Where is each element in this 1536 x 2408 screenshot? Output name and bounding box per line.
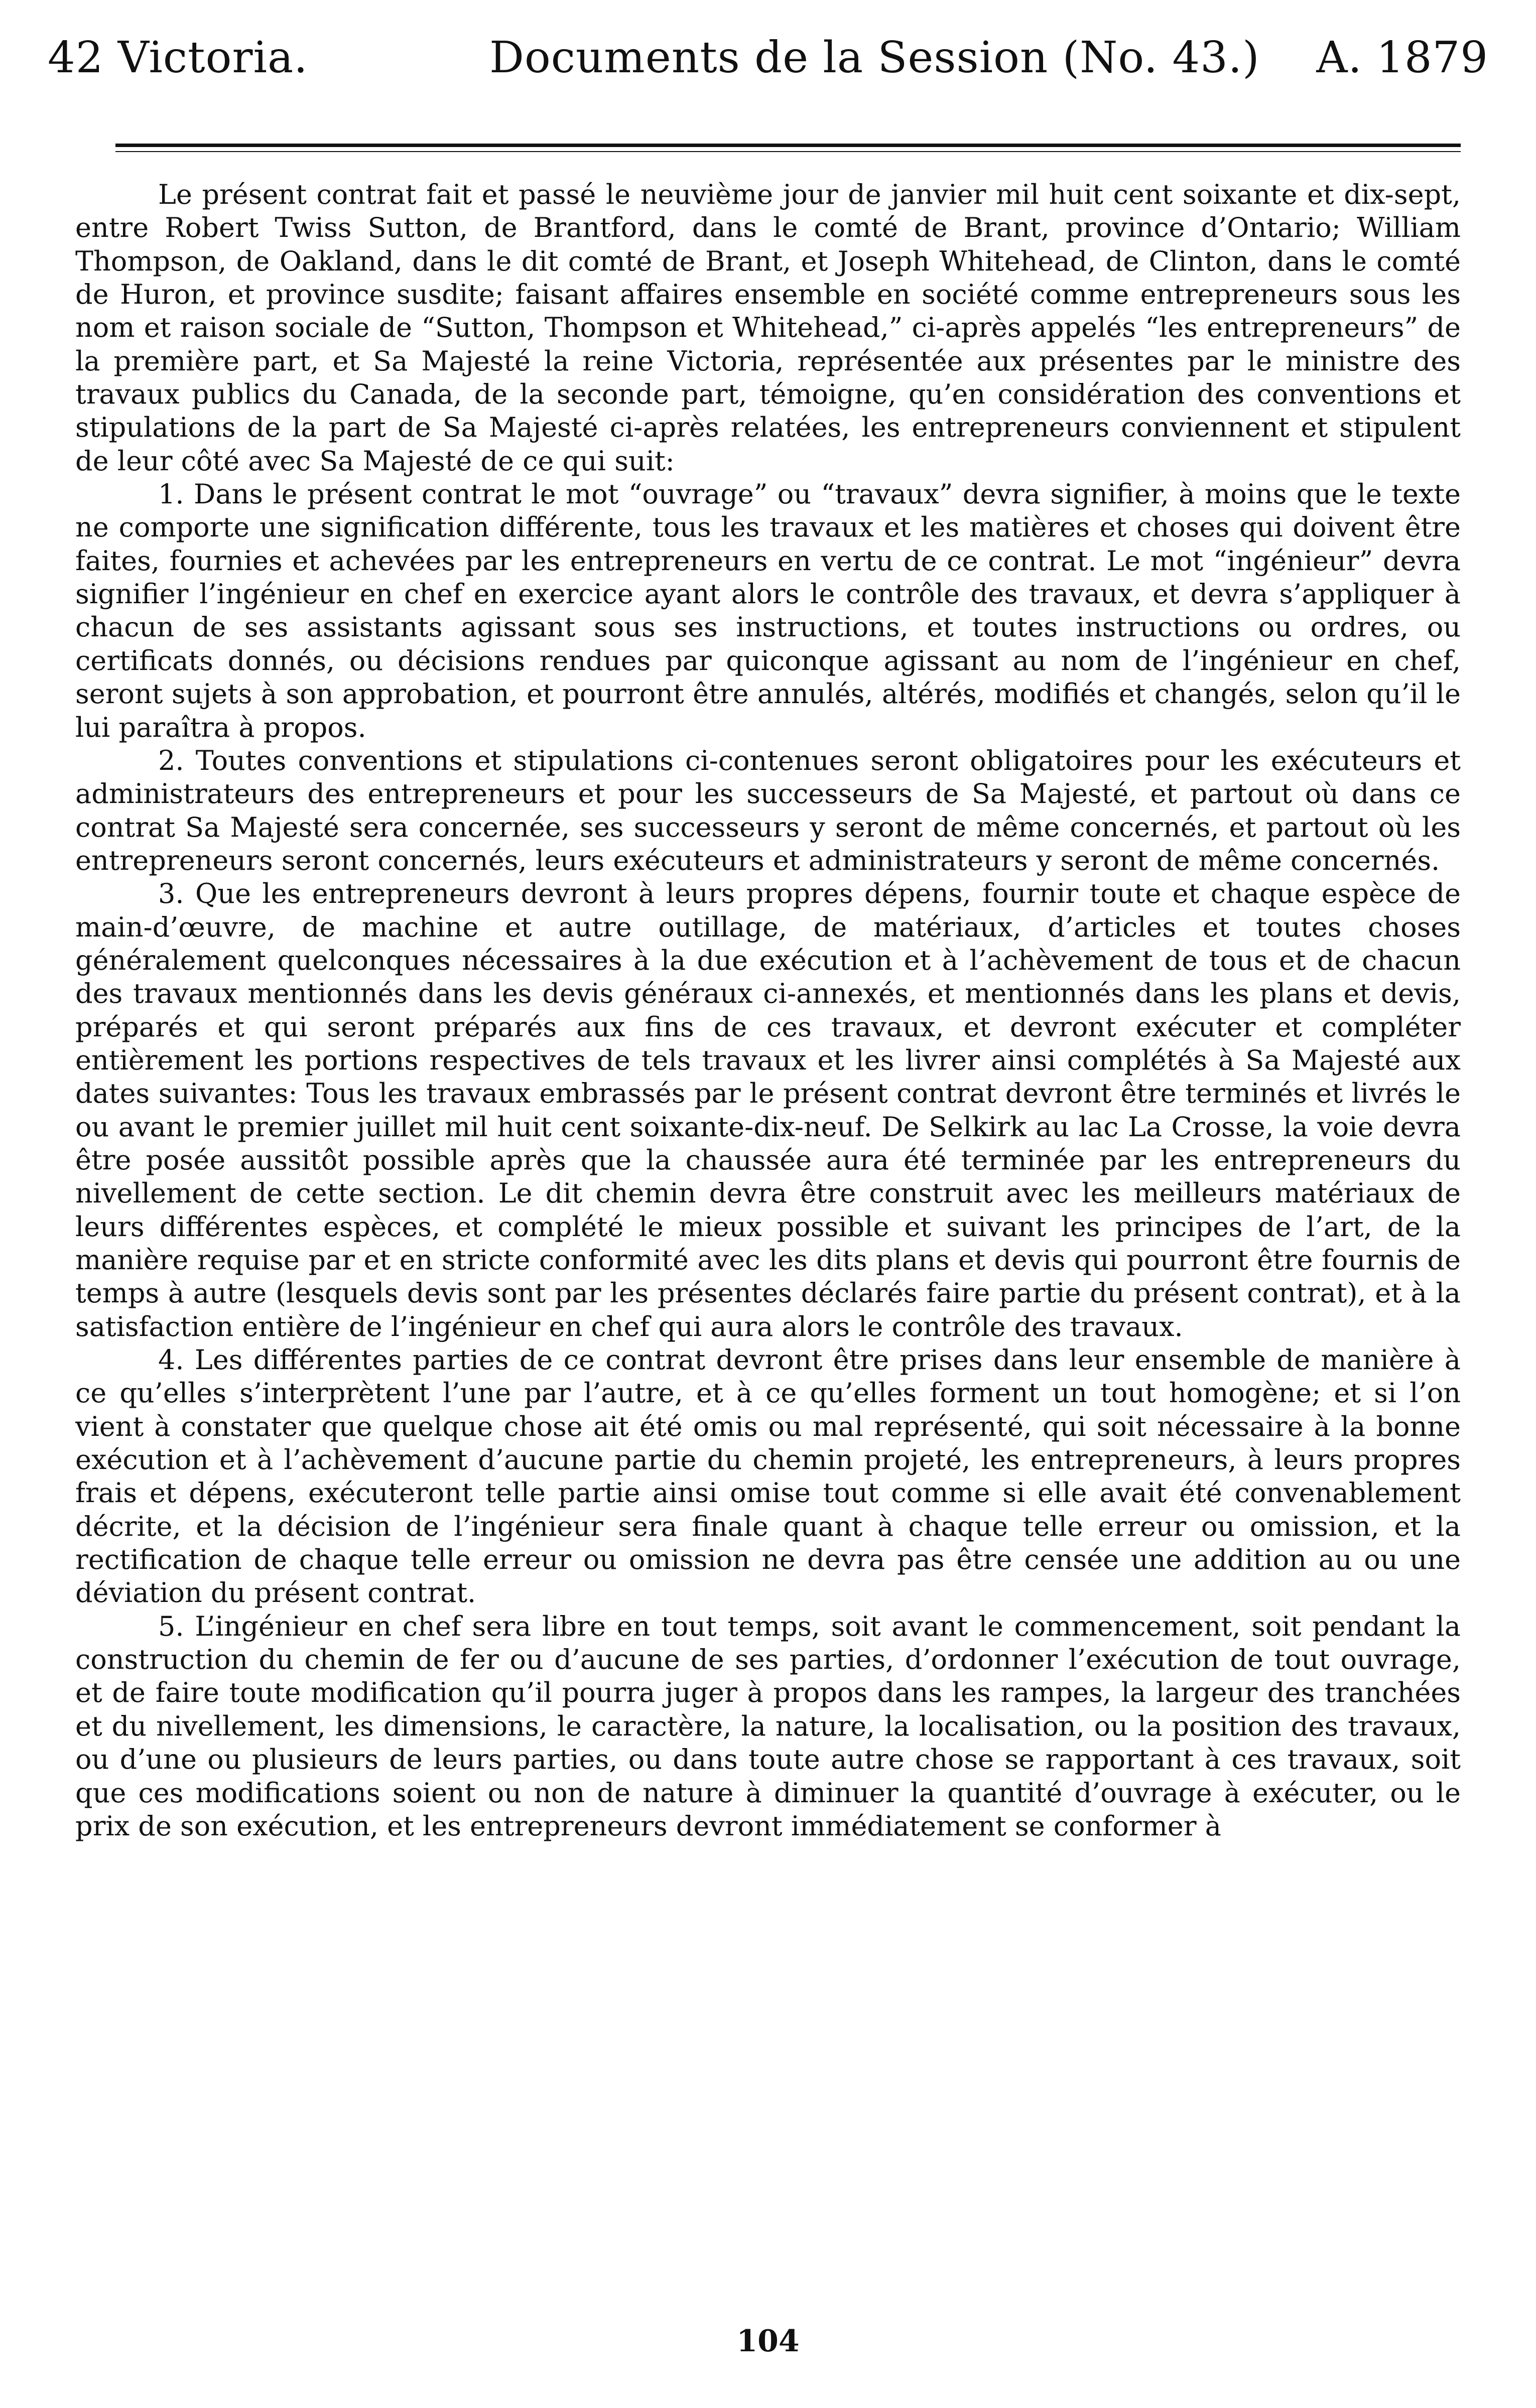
clause-text: Que les entrepreneurs devront à leurs propres dépens, fournir toute et chaque espèce de main-d’œuvre, de machine et autre outillage, de matériaux, d’articles et toutes choses généralement quelconques nécessaires à la due exécution et à l’achèvement de tous et de chacun des travaux mentionnés dans les devis généraux ci-annexés, et mentionnés dans les plans et devis, préparés et qui seront préparés aux fins de ces travaux, et devront exécuter et compléter entièrement les portions respectives de tels travaux et les livrer ainsi complétés à Sa Majesté aux dates suivantes: Tous les travaux embrassés par le présent contrat devront être terminés et livrés le ou avant le premier juillet mil huit cent soixante-dix-neuf. De Selkirk au lac La Crosse, la voie devra être posée aussitôt possible après que la chaussée aura été terminée par les entrepreneurs du nivellement de cette section. Le dit chemin devra être construit avec les meilleurs matériaux de leurs différentes espèces, et complété le mieux possible et suivant les principes de l’art, de la manière requise par et en stricte conformité avec les dits plans et devis qui pourront être fournis de temps à autre (lesquels devis sont par les présentes déclarés faire partie du présent contrat), et à la satisfaction entière de l’ingénieur en chef qui aura alors le contrôle des travaux. xyxy=(75,878,1461,1343)
clause-number: 5. xyxy=(158,1610,184,1642)
header-rule-thick xyxy=(115,144,1461,147)
clause-text: Toutes conventions et stipulations ci-contenues seront obligatoires pour les exécuteurs et administrateurs des entrepreneurs et pour les successeurs de Sa Majesté, et partout où dans ce contrat Sa Majesté sera concernée, ses successeurs y seront de même concernés, et partout où les entrepreneurs seront concernés, leurs exécuteurs et administrateurs y seront de même concernés. xyxy=(75,744,1461,876)
clause-2 xyxy=(75,744,1461,877)
running-header xyxy=(48,20,1488,95)
header-year: A. 1879 xyxy=(1316,33,1488,83)
header-title: Documents de la Session (No. 43.) xyxy=(489,33,1260,83)
clause-5 xyxy=(75,1610,1461,1843)
intro-paragraph: Le présent contrat fait et passé le neuvième jour de janvier mil huit cent soixante et dix-sept, entre Robert Twiss Sutton, de Brantford, dans le comté de Brant, province d’Ontario; William Thompson, de Oakland, dans le dit comté de Brant, et Joseph Whitehead, de Clinton, dans le comté de Huron, et province susdite; faisant affaires ensemble en société comme entrepreneurs sous les nom et raison sociale de “Sutton, Thompson et Whitehead,” ci-après appelés “les entrepreneurs” de la première part, et Sa Majesté la reine Victoria, représentée aux présentes par le ministre des travaux publics du Canada, de la seconde part, témoigne, qu’en considération des conventions et stipulations de la part de Sa Majesté ci-après relatées, les entrepreneurs conviennent et stipulent de leur côté avec Sa Majesté de ce qui suit: xyxy=(75,179,1461,477)
clause-number: 1. xyxy=(158,478,184,510)
page-number: 104 xyxy=(736,2324,800,2359)
clause-number: 2. xyxy=(158,744,184,776)
clause-3 xyxy=(75,877,1461,1344)
clause-number: 4. xyxy=(158,1344,184,1376)
clause-number: 3. xyxy=(158,878,184,910)
clause-1 xyxy=(75,478,1461,744)
clause-4 xyxy=(75,1344,1461,1610)
clause-text: Les différentes parties de ce contrat devront être prises dans leur ensemble de manière à ce qu’elles s’interprètent l’une par l’autre, et à ce qu’elles forment un tout homogène; et si l’on vient à constater que quelque chose ait été omis ou mal représenté, qui soit nécessaire à la bonne exécution et à l’achèvement d’aucune partie du chemin projeté, les entrepreneurs, à leurs propres frais et dépens, exécuteront telle partie ainsi omise tout comme si elle avait été convenablement décrite, et la décision de l’ingénieur sera finale quant à chaque telle erreur ou omission, et la rectification de chaque telle erreur ou omission ne devra pas être censée une addition au ou une déviation du présent contrat. xyxy=(75,1344,1461,1609)
contract-body xyxy=(75,178,1461,1843)
header-volume: 42 Victoria. xyxy=(48,33,308,83)
clause-text: L’ingénieur en chef sera libre en tout temps, soit avant le commencement, soit pendant la construction du chemin de fer ou d’aucune de ses parties, d’ordonner l’exécution de tout ouvrage, et de faire toute modification qu’il pourra juger à propos dans les rampes, la largeur des tranchées et du nivellement, les dimensions, le caractère, la nature, la localisation, ou la position des travaux, ou d’une ou plusieurs de leurs parties, ou dans toute autre chose se rapportant à ces travaux, soit que ces modifications soient ou non de nature à diminuer la quantité d’ouvrage à exécuter, ou le prix de son exécution, et les entrepreneurs devront immédiatement se conformer à xyxy=(75,1610,1461,1842)
header-rule-thin xyxy=(115,151,1461,152)
clause-text: Dans le présent contrat le mot “ouvrage” ou “travaux” devra signifier, à moins que le texte ne comporte une signification différente, tous les travaux et les matières et choses qui doivent être faites, fournies et achevées par les entrepreneurs en vertu de ce contrat. Le mot “ingénieur” devra signifier l’ingénieur en chef en exercice ayant alors le contrôle des travaux, et devra s’appliquer à chacun de ses assistants agissant sous ses instructions, et toutes instructions ou ordres, ou certificats donnés, ou décisions rendues par quiconque agissant au nom de l’ingénieur en chef, seront sujets à son approbation, et pourront être annulés, altérés, modifiés et changés, selon qu’il le lui paraîtra à propos. xyxy=(75,478,1461,743)
